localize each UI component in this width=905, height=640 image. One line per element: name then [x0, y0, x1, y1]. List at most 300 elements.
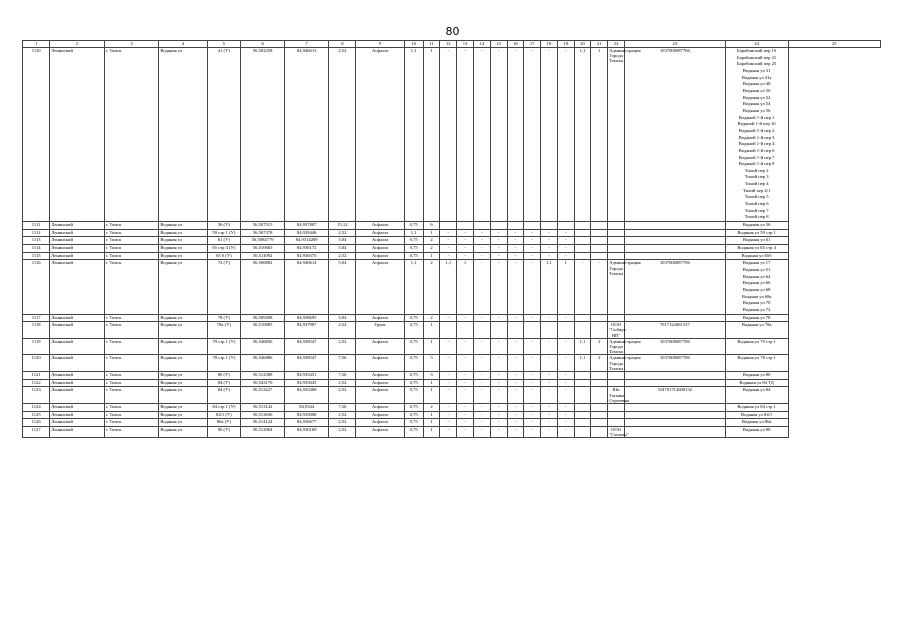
cell-col-23: 7017122061537 [624, 322, 725, 339]
column-number-1: 1 [23, 41, 50, 48]
served-address: Тихий пер 7 [744, 207, 769, 213]
table-row [23, 379, 881, 387]
served-addresses-cell [725, 222, 788, 230]
cell-col-20: - [574, 260, 591, 314]
cell-col-17: - [524, 426, 541, 437]
page-number: 80 [445, 25, 460, 38]
cell-col-21: 2 [591, 338, 608, 355]
cell-col-8: 7,56 [329, 404, 356, 412]
cell-col-4: Водяная ул [159, 426, 207, 437]
cell-col-8: 15,12 [329, 222, 356, 230]
cell-col-18: - [541, 419, 558, 427]
cell-col-14: - [473, 245, 490, 253]
cell-col-18: - [541, 252, 558, 260]
cell-col-4: Водяная ул [159, 252, 207, 260]
cell-col-23 [624, 411, 725, 419]
cell-col-16: - [507, 229, 524, 237]
cell-col-9: Асфальт [356, 372, 404, 380]
cell-col-11: 6 [423, 222, 440, 230]
cell-col-15 [490, 222, 507, 230]
cell-col-21 [591, 237, 608, 245]
cell-col-4: Водяная ул [159, 355, 207, 372]
cell-col-21: 1 [591, 48, 608, 222]
cell-col-13: - [457, 48, 474, 222]
table-row [23, 245, 881, 253]
cell-col-4: Водяная ул [159, 222, 207, 230]
served-addresses-cell [725, 252, 788, 260]
column-number-19: 19 [557, 41, 574, 48]
served-address: Тихий пер 3 [744, 174, 769, 180]
cell-col-7: 84,930169 [285, 426, 329, 437]
cell-col-9: Асфальт [356, 419, 404, 427]
container-sites-table [22, 40, 881, 438]
cell-col-23 [624, 379, 725, 387]
table-row [23, 229, 881, 237]
cell-col-14: - [473, 379, 490, 387]
cell-col-23: 1037000087706 [624, 338, 725, 355]
cell-col-5: 84 (У) [207, 379, 241, 387]
cell-col-1: 1113 [23, 237, 50, 245]
table-row [23, 419, 881, 427]
cell-col-12: - [440, 411, 457, 419]
cell-col-2: Ленинский [50, 260, 105, 314]
cell-col-9: Асфальт [356, 338, 404, 355]
cell-col-10: 0,75 [404, 372, 423, 380]
cell-col-6: 56,543170 [241, 379, 285, 387]
cell-col-23 [624, 314, 725, 322]
cell-col-11: 1 [423, 379, 440, 387]
cell-col-18: - [541, 245, 558, 253]
cell-col-3: г. Томск [104, 252, 159, 260]
column-number-14: 14 [473, 41, 490, 48]
cell-col-22 [608, 411, 625, 419]
served-address: Водяная ул 64 [742, 273, 771, 279]
cell-col-21 [591, 426, 608, 437]
cell-col-4: Водяная ул [159, 260, 207, 314]
cell-col-7: 84,937807 [285, 222, 329, 230]
served-address: Водяная ул 68а [741, 293, 772, 299]
cell-col-5: 41 (У) [207, 48, 241, 222]
served-address: Водяной 1-й пер 8 [738, 161, 775, 167]
cell-col-8: 2,52 [329, 229, 356, 237]
cell-col-23: 1037000087706 [624, 355, 725, 372]
column-number-3: 3 [104, 41, 159, 48]
cell-col-12: - [440, 419, 457, 427]
cell-col-19: - [557, 48, 574, 222]
column-number-8: 8 [329, 41, 356, 48]
cell-col-3: г. Томск [104, 322, 159, 339]
cell-col-19: - [557, 229, 574, 237]
cell-col-7: 84,935451 [285, 372, 329, 380]
cell-col-20 [574, 252, 591, 260]
cell-col-12: - [440, 426, 457, 437]
cell-col-19: - [557, 314, 574, 322]
cell-col-4: Водяная ул [159, 404, 207, 412]
cell-col-12: - [440, 355, 457, 372]
table-row [23, 322, 881, 339]
cell-col-20: 1,1 [574, 355, 591, 372]
table-row [23, 237, 881, 245]
cell-col-13: - [457, 355, 474, 372]
served-address: Водяной 1-й пер 6 [738, 147, 775, 153]
cell-col-8: 2,52 [329, 419, 356, 427]
cell-col-22 [608, 314, 625, 322]
cell-col-23 [624, 419, 725, 427]
cell-col-10: 0,75 [404, 322, 423, 339]
cell-col-18: - [541, 411, 558, 419]
cell-col-12 [440, 222, 457, 230]
served-address: Тихий пер 6 [744, 201, 769, 207]
cell-col-3: г. Томск [104, 372, 159, 380]
cell-col-15: - [490, 229, 507, 237]
cell-col-3: г. Томск [104, 419, 159, 427]
cell-col-13: - [457, 372, 474, 380]
cell-col-10: 0,75 [404, 355, 423, 372]
cell-col-23 [624, 237, 725, 245]
cell-col-20 [574, 222, 591, 230]
cell-col-6: 56,5084779 [241, 237, 285, 245]
cell-col-17 [524, 322, 541, 339]
cell-col-15: - [490, 426, 507, 437]
cell-col-13: 1 [457, 260, 474, 314]
cell-col-15: - [490, 419, 507, 427]
cell-col-20: 1,1 [574, 48, 591, 222]
cell-col-4: Водяная ул [159, 245, 207, 253]
cell-col-18: - [541, 314, 558, 322]
column-number-12: 12 [440, 41, 457, 48]
served-address: Водяная ул 78 [742, 314, 771, 320]
cell-col-21 [591, 229, 608, 237]
cell-col-11: 1 [423, 426, 440, 437]
cell-col-5: 84 стр 1 (У) [207, 404, 241, 412]
cell-col-22: ООО "Газпчан" [609, 426, 629, 438]
cell-col-4: Водяная ул [159, 338, 207, 355]
cell-col-2: Ленинский [50, 322, 105, 339]
cell-col-9: Асфальт [356, 252, 404, 260]
served-addresses-cell [725, 314, 788, 322]
served-address: Барабинский пер 25 [737, 61, 777, 67]
cell-col-10: 0,75 [404, 387, 423, 404]
cell-col-16: - [507, 379, 524, 387]
cell-col-19: - [557, 338, 574, 355]
cell-col-9: Асфальт [356, 426, 404, 437]
cell-col-8: 2,52 [329, 387, 356, 404]
served-addresses-cell [725, 426, 788, 437]
cell-col-19: - [557, 355, 574, 372]
cell-col-6: 56,507515 [241, 222, 285, 230]
cell-col-8: 5,04 [329, 237, 356, 245]
cell-col-14: - [473, 404, 490, 412]
cell-col-16: - [507, 260, 524, 314]
cell-col-2: Ленинский [50, 314, 105, 322]
cell-col-6: 56,506882 [241, 260, 285, 314]
cell-col-16 [507, 222, 524, 230]
cell-col-12: - [440, 229, 457, 237]
cell-col-20 [574, 237, 591, 245]
served-address: Тихий пер 4/1 [742, 187, 771, 193]
cell-col-7: 84,938695 [285, 314, 329, 322]
cell-col-20 [574, 372, 591, 380]
cell-col-3: г. Томск [104, 426, 159, 437]
cell-col-13: - [457, 379, 474, 387]
cell-col-16: - [507, 245, 524, 253]
cell-col-5: 59 стр 1 (У) [207, 229, 241, 237]
served-address: Барабинский пер 1б [737, 48, 777, 53]
cell-col-22: Администрация Города Томска [609, 355, 641, 371]
cell-col-9: Асфальт [356, 48, 404, 222]
cell-col-3: г. Томск [104, 222, 159, 230]
cell-col-8: 5,04 [329, 245, 356, 253]
column-number-17: 17 [524, 41, 541, 48]
cell-col-18: - [541, 355, 558, 372]
cell-col-1: 1119 [23, 338, 50, 355]
cell-col-11: 1 [423, 48, 440, 222]
cell-col-20 [574, 426, 591, 437]
cell-col-13 [457, 322, 474, 339]
served-address: Водяная ул 61 [742, 237, 771, 243]
column-number-13: 13 [457, 41, 474, 48]
cell-col-11: 1 [423, 229, 440, 237]
cell-col-9: Асфальт [356, 404, 404, 412]
cell-col-21 [591, 411, 608, 419]
cell-col-14: - [473, 260, 490, 314]
cell-col-9: Асфальт [356, 245, 404, 253]
column-number-6: 6 [241, 41, 285, 48]
cell-col-13: - [457, 229, 474, 237]
cell-col-19: - [557, 245, 574, 253]
served-address: Водяная ул 31 [742, 67, 771, 73]
column-number-2: 2 [50, 41, 105, 48]
cell-col-8: 2,52 [329, 48, 356, 222]
served-address: Водяная ул 86а [741, 419, 772, 425]
cell-col-5: 56 (У) [207, 222, 241, 230]
served-address: Водяная ул 79 стр 1 [737, 338, 776, 344]
cell-col-22 [608, 245, 625, 253]
cell-col-11: 2 [423, 260, 440, 314]
cell-col-10: 0,75 [404, 404, 423, 412]
cell-col-10: 0,75 [404, 379, 423, 387]
cell-col-18: 1,1 [541, 260, 558, 314]
cell-col-12: - [440, 379, 457, 387]
cell-col-1: 1115 [23, 252, 50, 260]
column-number-7: 7 [285, 41, 329, 48]
cell-col-16: - [507, 387, 524, 404]
served-address: Барабинский пер 21 [737, 54, 777, 60]
cell-col-13: - [457, 387, 474, 404]
cell-col-2: Ленинский [50, 252, 105, 260]
cell-col-1: 1117 [23, 314, 50, 322]
cell-col-15: - [490, 245, 507, 253]
cell-col-12: - [440, 237, 457, 245]
cell-col-19: - [557, 372, 574, 380]
cell-col-15: - [490, 404, 507, 412]
served-addresses-cell [725, 245, 788, 253]
cell-col-12: - [440, 338, 457, 355]
table-body [23, 41, 881, 438]
cell-col-23: 314701712600132 [624, 387, 725, 404]
cell-col-15: - [490, 260, 507, 314]
cell-col-22 [608, 237, 625, 245]
cell-col-11: 1 [423, 387, 440, 404]
cell-col-4: Водяная ул [159, 411, 207, 419]
cell-col-18: - [541, 387, 558, 404]
cell-col-1: 1124 [23, 404, 50, 412]
cell-col-18: - [541, 338, 558, 355]
table-row [23, 252, 881, 260]
cell-col-3: г. Томск [104, 48, 159, 222]
cell-col-23 [624, 229, 725, 237]
cell-col-3: г. Томск [104, 404, 159, 412]
cell-col-16: - [507, 252, 524, 260]
cell-col-23: 1037000087706 [624, 260, 725, 314]
cell-col-6: 56,546886 [241, 355, 285, 372]
cell-col-19: - [557, 379, 574, 387]
cell-col-14: - [473, 237, 490, 245]
table-row [23, 260, 881, 314]
cell-col-8: 7,56 [329, 372, 356, 380]
table-row [23, 355, 881, 372]
cell-col-1: 1123 [23, 387, 50, 404]
served-addresses-cell [725, 229, 788, 237]
cell-col-6: 56,502258 [241, 48, 285, 222]
cell-col-1: 1112 [23, 229, 50, 237]
cell-col-13: - [457, 252, 474, 260]
cell-col-2: Ленинский [50, 222, 105, 230]
cell-col-7: 84,9344 [285, 404, 329, 412]
cell-col-7: 84,935645 [285, 379, 329, 387]
cell-col-22: Администрация Города Томска [608, 260, 625, 314]
cell-col-5: 65 стр 4 (У) [207, 245, 241, 253]
cell-col-15: - [490, 379, 507, 387]
cell-col-6: 56,514124 [241, 419, 285, 427]
cell-col-3: г. Томск [104, 260, 159, 314]
cell-col-15: - [490, 252, 507, 260]
served-address: Водяная ул 65 стр 4 [737, 245, 776, 251]
served-address: Водяная ул 59 стр 1 [737, 229, 776, 235]
cell-col-2: Ленинский [50, 387, 105, 404]
cell-col-10: 0,75 [404, 237, 423, 245]
cell-col-8: 2,52 [329, 252, 356, 260]
served-address: Водяная ул 72 [742, 306, 771, 312]
cell-col-20 [574, 229, 591, 237]
column-number-row [23, 41, 881, 48]
cell-col-21 [591, 252, 608, 260]
cell-col-22: ООО "Сибирь-НП" [609, 322, 628, 338]
cell-col-17: - [524, 411, 541, 419]
cell-col-22 [608, 379, 625, 387]
cell-col-15: - [490, 355, 507, 372]
served-address: Водяная ул 66 [742, 280, 771, 286]
cell-col-1: 1122 [23, 379, 50, 387]
cell-col-7: 84,936575 [285, 252, 329, 260]
served-addresses-cell [725, 260, 788, 314]
cell-col-6: 56,507378 [241, 229, 285, 237]
cell-col-19: - [557, 237, 574, 245]
served-address: Тихий пер 5 [744, 194, 769, 200]
cell-col-8: 2,52 [329, 338, 356, 355]
cell-col-18: - [541, 237, 558, 245]
cell-col-22 [608, 372, 625, 380]
cell-col-7: 84,936677 [285, 419, 329, 427]
cell-col-11: 3 [423, 372, 440, 380]
cell-col-23 [624, 245, 725, 253]
cell-col-6: 56,513142 [241, 404, 285, 412]
cell-col-13: - [457, 419, 474, 427]
served-addresses-cell [725, 322, 788, 339]
cell-col-6: 56,512964 [241, 426, 285, 437]
cell-col-11: 1 [423, 322, 440, 339]
cell-col-16: - [507, 372, 524, 380]
cell-col-9: Асфальт [356, 355, 404, 372]
cell-col-7: 84,937907 [285, 322, 329, 339]
cell-col-13: - [457, 411, 474, 419]
cell-col-21 [591, 322, 608, 339]
cell-col-21 [591, 245, 608, 253]
cell-col-11: 2 [423, 237, 440, 245]
cell-col-5: 72 (У) [207, 260, 241, 314]
cell-col-2: Ленинский [50, 237, 105, 245]
served-address: Водяная ул 70 [742, 300, 771, 306]
cell-col-2: Ленинский [50, 245, 105, 253]
cell-col-17: - [524, 404, 541, 412]
cell-col-12: - [440, 404, 457, 412]
cell-col-8: 2,52 [329, 426, 356, 437]
cell-col-4: Водяная ул [159, 322, 207, 339]
cell-col-8: 2,52 [329, 322, 356, 339]
cell-col-7: 84,938547 [285, 338, 329, 355]
cell-col-10: 0,75 [404, 411, 423, 419]
cell-col-9: Асфальт [356, 237, 404, 245]
cell-col-1: 1111 [23, 222, 50, 230]
cell-col-5: 84/1 (У) [207, 411, 241, 419]
cell-col-18: - [541, 48, 558, 222]
served-addresses-cell [725, 404, 788, 412]
cell-col-13: - [457, 404, 474, 412]
cell-col-21 [591, 314, 608, 322]
cell-col-1: 1121 [23, 372, 50, 380]
served-address: Водяной 1-й пер 4 [738, 141, 775, 147]
cell-col-12: - [440, 48, 457, 222]
cell-col-1: 1118 [23, 322, 50, 339]
cell-col-3: г. Томск [104, 411, 159, 419]
served-address: Водяной 1-й пер 1 [738, 114, 775, 120]
cell-col-20 [574, 322, 591, 339]
cell-col-10: 0,75 [404, 252, 423, 260]
cell-col-6: 56,511092 [241, 252, 285, 260]
cell-col-17: - [524, 260, 541, 314]
cell-col-19: - [557, 252, 574, 260]
cell-col-21 [591, 404, 608, 412]
cell-col-17: - [524, 229, 541, 237]
cell-col-6: 56,513636 [241, 411, 285, 419]
cell-col-20 [574, 411, 591, 419]
cell-col-23 [624, 426, 725, 437]
cell-col-2: Ленинский [50, 426, 105, 437]
cell-col-15: - [490, 372, 507, 380]
cell-col-19: 1 [557, 260, 574, 314]
served-address: Водяная ул 84/1 [741, 411, 773, 417]
cell-col-19 [557, 322, 574, 339]
cell-col-17: - [524, 245, 541, 253]
cell-col-15: - [490, 338, 507, 355]
column-number-10: 10 [404, 41, 423, 48]
cell-col-2: Ленинский [50, 338, 105, 355]
cell-col-22 [608, 229, 625, 237]
cell-col-17 [524, 222, 541, 230]
column-number-22: 22 [608, 41, 625, 48]
cell-col-21: 2 [591, 355, 608, 372]
cell-col-3: г. Томск [104, 387, 159, 404]
